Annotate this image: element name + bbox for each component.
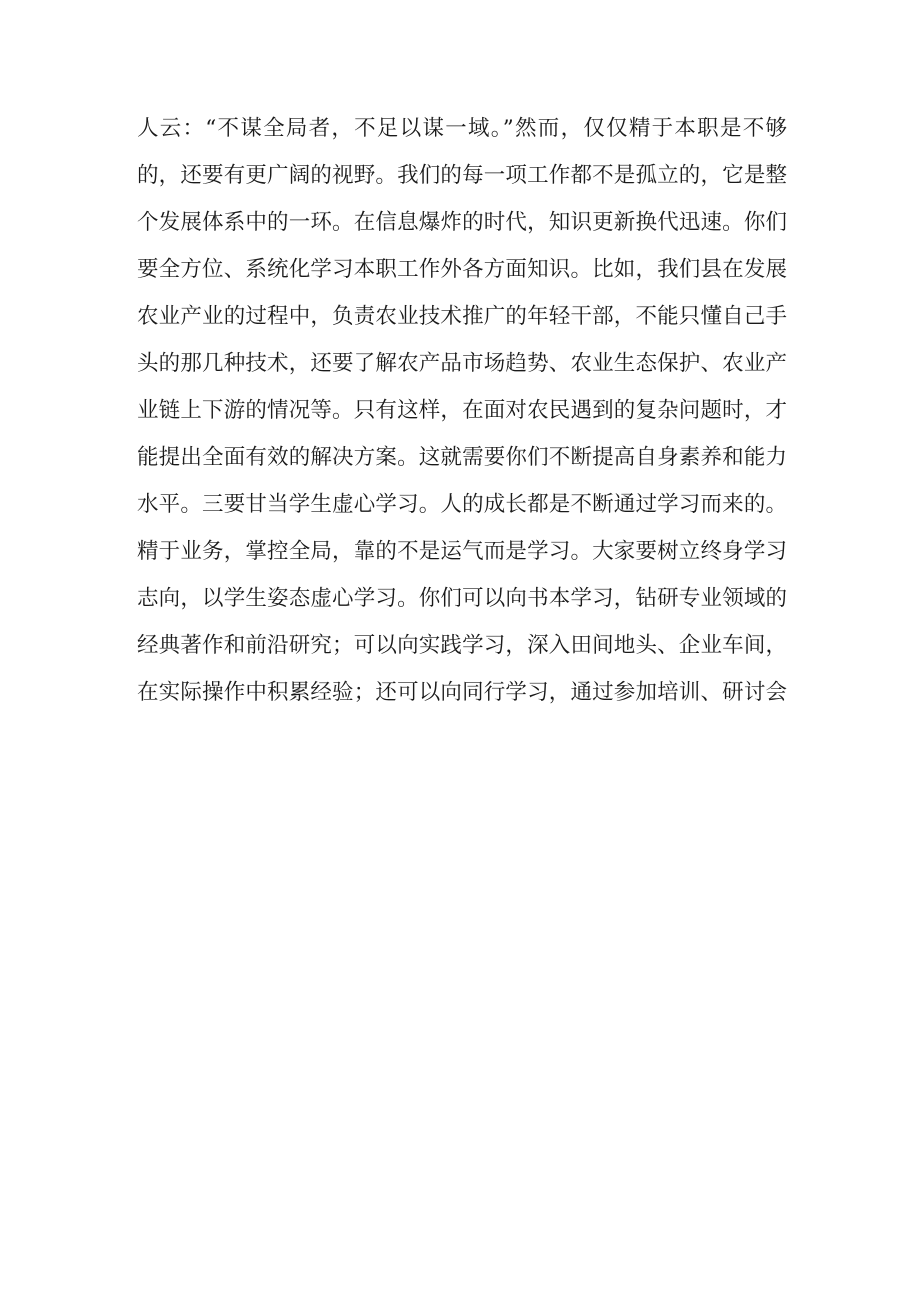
text-line: 个发展体系中的一环。在信息爆炸的时代，知识更新换代迅速。你们 [137, 210, 787, 235]
text-line: 要全方位、系统化学习本职工作外各方面知识。比如，我们县在发展 [137, 257, 787, 282]
text-line: 志向，以学生姿态虚心学习。你们可以向书本学习，钻研专业领域的 [137, 586, 787, 611]
text-line: 头的那几种技术，还要了解农产品市场趋势、农业生态保护、农业产 [137, 351, 787, 376]
text-line: 农业产业的过程中，负责农业技术推广的年轻干部，不能只懂自己手 [137, 304, 787, 329]
text-line: 人云：“不谋全局者，不足以谋一域。”然而，仅仅精于本职是不够 [137, 116, 787, 141]
text-line: 的，还要有更广阔的视野。我们的每一项工作都不是孤立的，它是整 [137, 163, 787, 188]
text-line: 经典著作和前沿研究；可以向实践学习，深入田间地头、企业车间， [137, 633, 787, 658]
text-line: 精于业务，掌控全局，靠的不是运气而是学习。大家要树立终身学习 [137, 539, 787, 564]
text-line: 在实际操作中积累经验；还可以向同行学习，通过参加培训、研讨会 [137, 680, 787, 705]
text-line: 水平。三要甘当学生虚心学习。人的成长都是不断通过学习而来的。 [137, 492, 787, 517]
text-line: 能提出全面有效的解决方案。这就需要你们不断提高自身素养和能力 [137, 445, 787, 470]
text-line: 业链上下游的情况等。只有这样，在面对农民遇到的复杂问题时，才 [137, 398, 787, 423]
